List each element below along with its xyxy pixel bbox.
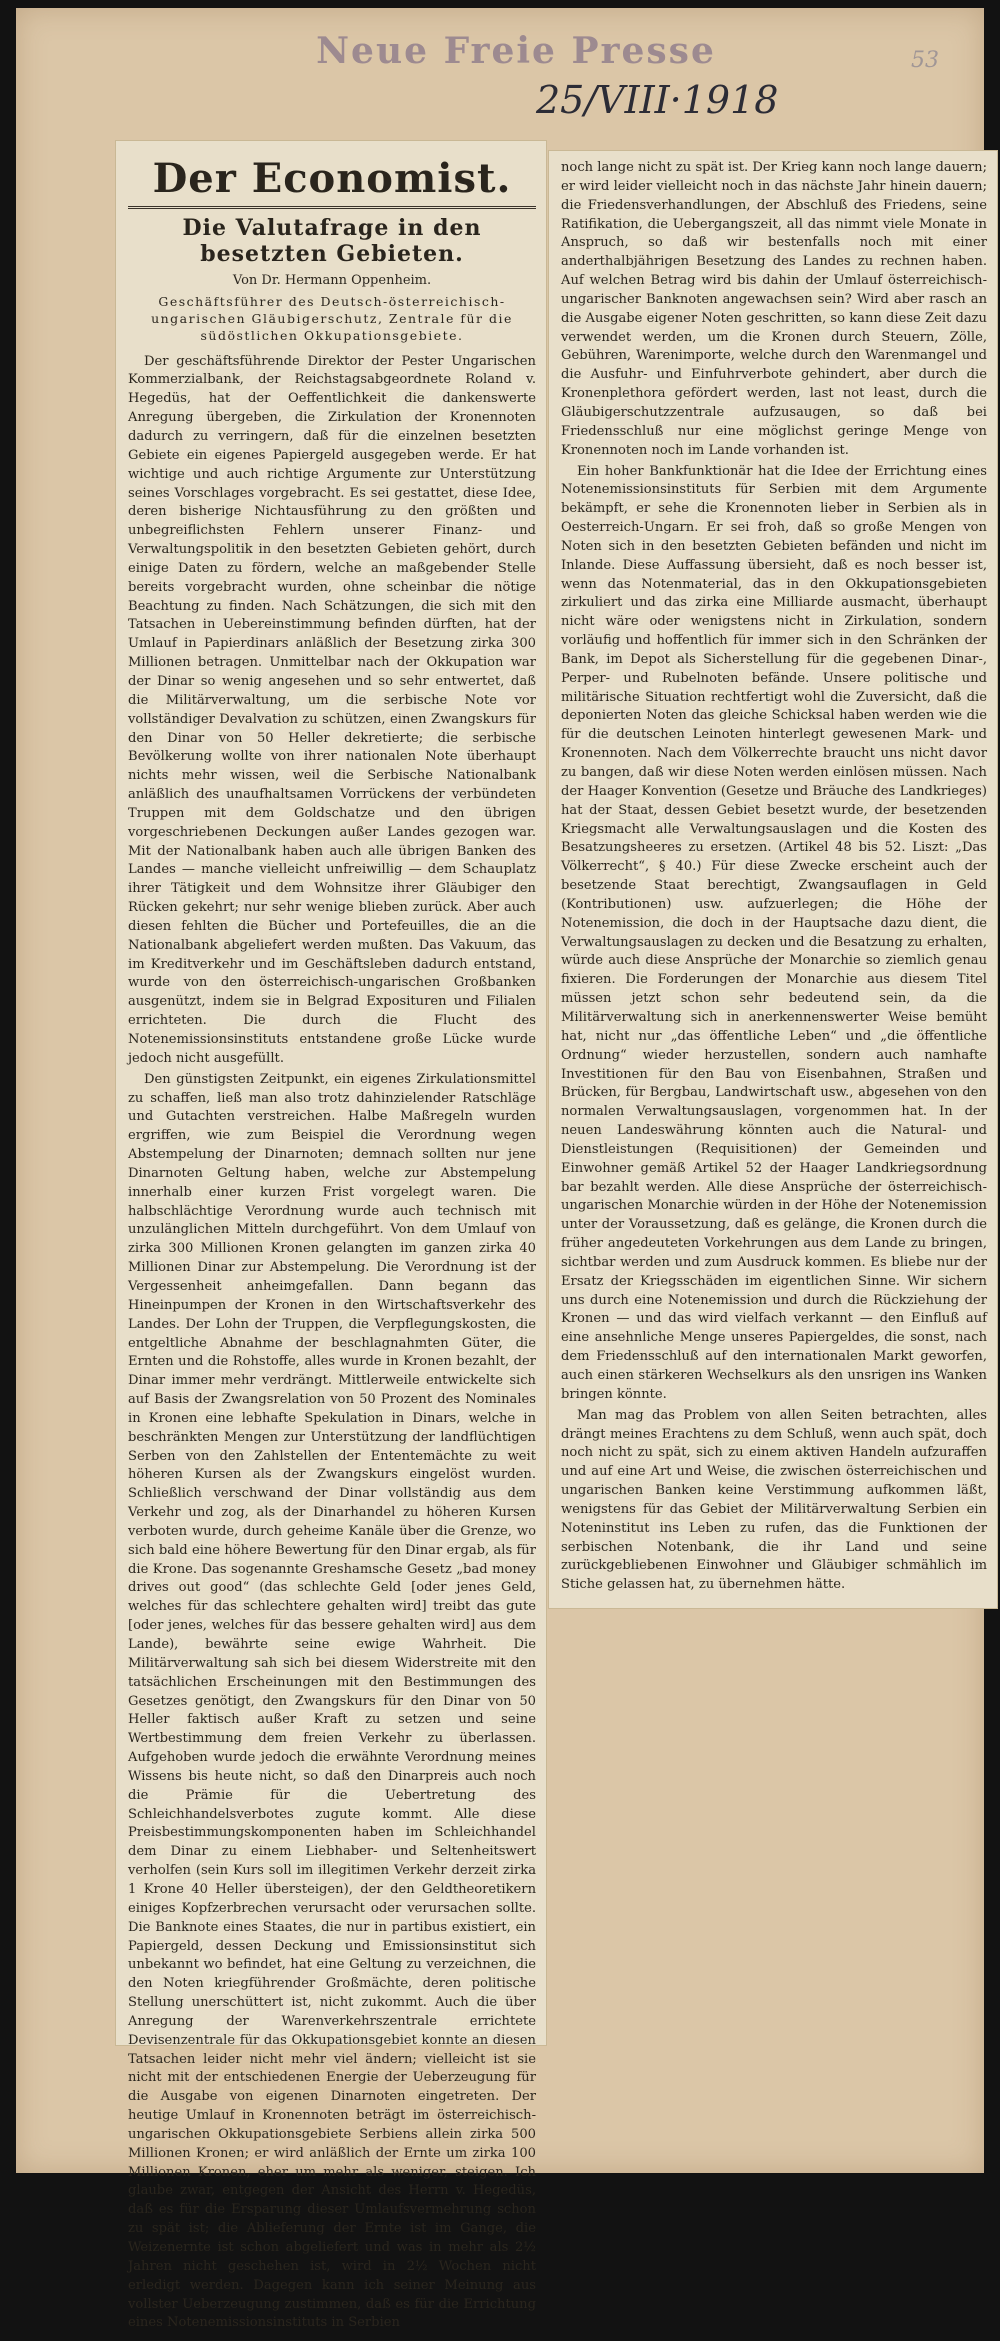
paragraph: Man mag das Problem von allen Seiten betrachten, alles drängt meines Erachtens zu dem Schluß, wenn auch spät, doch noch nicht zu spät, sich zu einem aktiven Handeln aufzuraffen und auf eine Art und Weise, die zwischen österreichischen und ungarischen Banken keine Verstimmung aufkommen läßt, wenigstens für das Gebiet der Militärverwaltung Serbien ein Noteninstitut ins Leben zu rufen, das die Funktionen der serbischen Notenbank, die ihr Land und seine zurückgebliebenen Einwohner und Gläubiger schmählich im Stiche gelassen hat, zu übernehmen hätte. <box>561 1407 987 1593</box>
handwritten-date: 25/VIII·1918 <box>536 78 779 122</box>
page-number: 53 <box>911 48 939 73</box>
section-title: Der Economist. <box>152 155 512 202</box>
title-rule <box>128 206 536 209</box>
paragraph: Den günstigsten Zeitpunkt, ein eigenes Zirkulationsmittel zu schaffen, ließ man also trotz dahinzielender Ratschläge und Gutachten verstreichen. Halbe Maßregeln wurden ergriffen, wie zum Beispiel die Verordnung wegen Abstempelung der Dinarnoten; demnach sollten nur jene Dinarnoten Geltung haben, welche zur Abstempelung innerhalb einer kurzen Frist vorgelegt waren. Die halbschlächtige Verordnung wurde auch technisch mit unzulänglichen Mitteln durchgeführt. Von dem Umlauf von zirka 300 Millionen Kronen gelangten im ganzen zirka 40 Millionen Dinar zur Abstempelung. Die Verordnung ist der Vergessenheit anheimgefallen. Dann begann das Hineinpumpen der Kronen in den Wirtschaftsverkehr des Landes. Der Lohn der Truppen, die Verpflegungskosten, die entgeltliche Abnahme der beschlagnahmten Güter, die Ernten und die Rohstoffe, alles wurde in Kronen bezahlt, der Dinar immer mehr verdrängt. Mittlerweile entwickelte sich auf Basis der Zwangsrelation von 50 Prozent des Nominales in Kronen eine lebhafte Spekulation in Dinars, welche in beschränkten Mengen zur Unterstützung der landflüchtigen Serben von den Zahlstellen der Ententemächte zu weit höheren Kursen als der Zwangskurs eingelöst wurden. Schließlich verschwand der Dinar vollständig aus dem Verkehr und zog, als der Dinarhandel zu höheren Kursen verboten wurde, durch geheime Kanäle über die Grenze, wo sich bald eine höhere Bewertung für den Dinar ergab, als für die Krone. Das sogenannte Greshamsche Gesetz „bad money drives out good“ (das schlechte Geld [oder jenes Geld, welches für das schlechtere gehalten wird] treibt das gute [oder jenes, welches für das bessere gehalten wird] aus dem Lande), bewährte seine ewige Wahrheit. Die Militärverwaltung sah sich bei diesem Widerstreite mit den tatsächlichen Erscheinungen mit den Bestimmungen des Gesetzes genötigt, den Zwangskurs für den Dinar von 50 Heller faktisch außer Kraft zu setzen und seine Wertbestimmung dem freien Verkehr zu überlassen. Aufgehoben wurde jedoch die erwähnte Verordnung meines Wissens bis heute nicht, so daß den Dinarpreis auch noch die Prämie für die Uebertretung des Schleichhandelsverbotes zugute kommt. Alle diese Preisbestimmungskomponenten haben im Schleichhandel dem Dinar zu einem Liebhaber- und Seltenheitswert verholfen (sein Kurs soll im illegitimen Verkehr derzeit zirka 1 Krone 40 Heller übersteigen), der den Geldtheoretikern einiges Kopfzerbrechen verursacht oder verursachen sollte. Die Banknote eines Staates, die nur in partibus existiert, ein Papiergeld, dessen Deckung und Emissionsinstitut sich unbekannt wo befindet, hat eine Geltung zu verzeichnen, die den Noten kriegführender Großmächte, deren politische Stellung unerschüttert ist, nicht zukommt. Auch die über Anregung der Warenverkehrszentrale errichtete Devisenzentrale für das Okkupationsgebiet konnte an diesen Tatsachen leider nicht mehr viel ändern; vielleicht ist sie nicht mit der entschiedenen Energie der Ueberzeugung für die Ausgabe von eigenen Dinarnoten eingetreten. Der heutige Umlauf in Kronennoten beträgt im österreichisch-ungarischen Okkupationsgebiete Serbiens allein zirka 500 Millionen Kronen; er wird anläßlich der Ernte um zirka 100 Millionen Kronen, eher um mehr als weniger, steigen. Ich glaube zwar, entgegen der Ansicht des Herrn v. Hegedüs, daß es für die Ersparung dieser Umlaufsvermehrung schon zu spät ist; die Ablieferung der Ernte ist im Gange, die Weizenernte ist schon abgeliefert und was in mehr als 2½ Jahren nicht geschehen ist, wird in 2½ Wochen nicht erledigt werden. Dagegen kann ich seiner Meinung aus vollster Ueberzeugung zustimmen, daß es für die Errichtung eines Notenemissionsinstituts in Serbien <box>128 1071 536 2331</box>
clipping-right-column <box>548 150 998 1609</box>
paragraph: Ein hoher Bankfunktionär hat die Idee der Errichtung eines Notenemissionsinstituts für Serbien mit dem Argumente bekämpft, er sehe die Kronennoten lieber in Serbien als in Oesterreich-Ungarn. Er sei froh, daß so große Mengen von Noten sich in den besetzten Gebieten befänden und nicht im Inlande. Diese Auffassung übersieht, daß es noch besser ist, wenn das Notenmaterial, das in den Okkupationsgebieten zirkuliert und das zirka eine Milliarde ausmacht, überhaupt nicht wäre oder wenigstens nicht in Zirkulation, sondern vorläufig und hoffentlich für immer sich in den Schränken der Bank, im Depot als Sicherstellung für die gegebenen Dinar-, Perper- und Rubelnoten befände. Unsere politische und militärische Situation rechtfertigt wohl die Zuversicht, daß die deponierten Noten das gleiche Schicksal haben werden wie die für die deutschen Leinoten hinterlegt gewesenen Mark- und Kronennoten. Nach dem Völkerrechte braucht uns nicht davor zu bangen, daß wir diese Noten werden einlösen müssen. Nach der Haager Konvention (Gesetze und Bräuche des Landkrieges) hat der Staat, dessen Gebiet besetzt wurde, der besetzenden Kriegsmacht alle Verwaltungsauslagen und die Kosten des Besatzungsheeres zu ersetzen. (Artikel 48 bis 52. Liszt: „Das Völkerrecht“, § 40.) Für diese Zwecke erscheint auch der besetzende Staat berechtigt, Zwangsauflagen in Geld (Kontributionen) usw. aufzuerlegen; die Höhe der Notenemission, die doch in der Hauptsache dazu dient, die Verwaltungsauslagen zu decken und die Besatzung zu erhalten, würde auch diese Ansprüche der Monarchie so ziemlich genau fixieren. Die Forderungen der Monarchie aus diesem Titel müssen jetzt schon sehr bedeutend sein, da die Militärverwaltung sich in anerkennenswerter Weise bemüht hat, nicht nur „das öffentliche Leben“ und „die öffentliche Ordnung“ wieder herzustellen, sondern auch namhafte Investitionen für den Bau von Eisenbahnen, Straßen und Brücken, für Bergbau, Landwirtschaft usw., abgesehen von den normalen Verwaltungsauslagen, vorgenommen hat. In der neuen Landeswährung könnten auch die Natural- und Dienstleistungen (Requisitionen) der Gemeinden und Einwohner gemäß Artikel 52 der Haager Landkriegsordnung bar bezahlt werden. Alle diese Ansprüche der österreichisch-ungarischen Monarchie würden in der Höhe der Notenemission unter der Voraussetzung, daß es gelänge, die Kronen durch die früher angedeuteten Vorkehrungen aus dem Lande zu bringen, sichtbar werden und zum Ausdruck kommen. Es bliebe nur der Ersatz der Kriegsschäden im eigentlichen Sinne. Wir sichern uns durch eine Notenemission und durch die Rückziehung der Kronen — und das wird vielfach verkannt — den Einfluß auf eine ansehnliche Menge unseres Papiergeldes, die sonst, nach dem Friedensschluß auf den internationalen Markt geworfen, auch einen stärkeren Wechselkurs als den unsrigen ins Wanken bringen könnte. <box>561 463 987 1402</box>
clipping-left-column <box>115 140 547 2331</box>
article-byline: Von Dr. Hermann Oppenheim. <box>232 273 432 288</box>
newspaper-stamp: Neue Freie Presse <box>316 30 716 72</box>
paragraph: Der geschäftsführende Direktor der Pester Ungarischen Kommerzialbank, der Reichstagsabgeordnete Roland v. Hegedüs, hat der Oeffentlichkeit die dankenswerte Anregung übergeben, die Zirkulation der Kronennoten dadurch zu verringern, daß für die einzelnen besetzten Gebiete ein eigenes Papiergeld ausgegeben werde. Er hat wichtige und auch richtige Argumente zur Unterstützung seines Vorschlages vorgebracht. Es sei gestattet, diese Idee, deren bisherige Nichtausführung zu den größten und unbegreiflichsten Fehlern unserer Finanz- und Verwaltungspolitik in den besetzten Gebieten gehört, durch einige Daten zu fördern, welche an maßgebender Stelle bereits vorgebracht wurden, ohne scheinbar die nötige Beachtung zu finden. Nach Schätzungen, die sich mit den Tatsachen in Uebereinstimmung befinden dürften, hat der Umlauf in Papierdinars anläßlich der Besetzung zirka 300 Millionen betragen. Unmittelbar nach der Okkupation war der Dinar so wenig angesehen und so sehr entwertet, daß die Militärverwaltung, um die serbische Note vor vollständiger Devalvation zu schützen, einen Zwangskurs für den Dinar von 50 Heller dekretierte; die serbische Bevölkerung wollte von ihrer nationalen Note überhaupt nichts mehr wissen, weil die Serbische Nationalbank anläßlich des unaufhaltsamen Vorrückens der verbündeten Truppen mit dem Goldschatze und den übrigen vorgeschriebenen Deckungen außer Landes gezogen war. Mit der Nationalbank haben auch alle übrigen Banken des Landes — manche vielleicht unfreiwillig — dem Schauplatz ihrer Tätigkeit und dem Wohnsitze ihrer Gläubiger den Rücken gekehrt; nur sehr wenige blieben zurück. Aber auch diesen fehlten die Bücher und Portefeuilles, die an die Nationalbank abgeliefert werden mußten. Das Vakuum, das im Kreditverkehr und im Geschäftsleben dadurch entstand, wurde von den österreichisch-ungarischen Großbanken ausgenützt, indem sie in Belgrad Exposituren und Filialen errichteten. Die durch die Flucht des Notenemissionsinstituts entstandene große Lücke wurde jedoch nicht ausgefüllt. <box>128 353 536 1066</box>
paragraph: noch lange nicht zu spät ist. Der Krieg kann noch lange dauern; er wird leider vielleicht noch in das nächste Jahr hinein dauern; die Friedensverhandlungen, der Abschluß des Friedens, seine Ratifikation, die Uebergangszeit, all das nimmt viele Monate in Anspruch, so daß wir bestenfalls noch mit einer anderthalbjährigen Besetzung des Landes zu rechnen haben. Auf welchen Betrag wird bis dahin der Umlauf österreichisch-ungarischer Banknoten angewachsen sein? Wird aber rasch an die Ausgabe eigener Noten geschritten, so kann diese Zeit dazu verwendet werden, um die Kronen durch Steuern, Zölle, Gebühren, Warenimporte, welche durch den Warenmangel und die Ausfuhr- und Einfuhrverbote gehindert, aber durch die Kronenplethora gefördert werden, last not least, durch die Gläubigerschutzzentrale aufzusaugen, so daß bei Friedensschluß nur eine möglichst geringe Menge von Kronennoten noch im Lande vorhanden ist. <box>561 160 987 458</box>
article-headline: Die Valutafrage in den besetzten Gebieten. <box>182 215 482 267</box>
author-affiliation: Geschäftsführer des Deutsch-österreichisch-ungarischen Gläubigerschutz, Zentrale für die südöstlichen Okkupationsgebiete. <box>151 294 513 343</box>
